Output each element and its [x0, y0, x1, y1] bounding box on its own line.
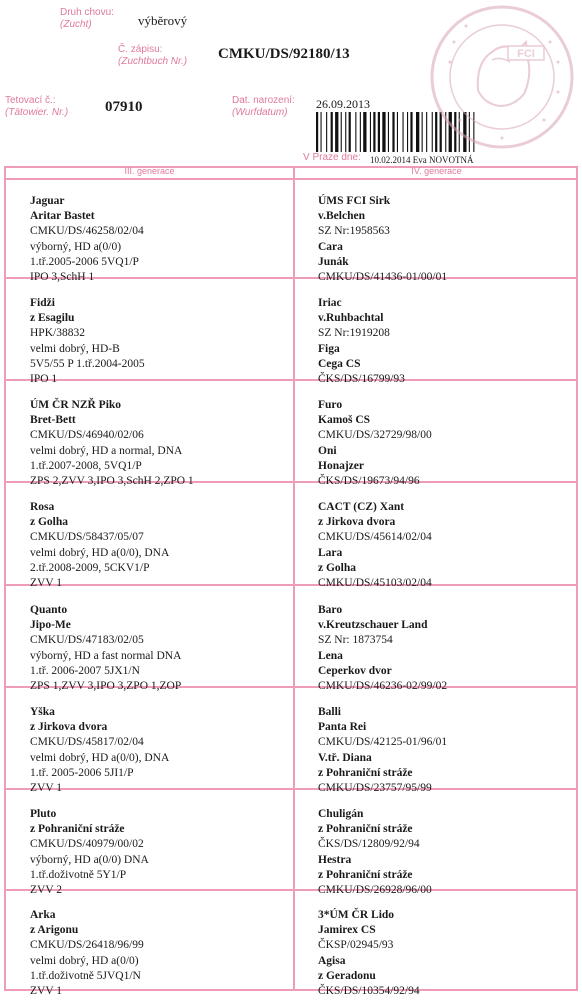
dog-name: Iriac	[318, 297, 342, 309]
praha-value: 10.02.2014 Eva NOVOTNÁ	[370, 155, 474, 165]
dog-name: V.tř. Diana	[318, 751, 372, 764]
dog-detail: výborný, HD a(0/0)	[30, 240, 122, 253]
pedigree-cell-left	[30, 296, 145, 387]
barcode-bar	[321, 112, 322, 152]
dog-name: z Esagilu	[30, 312, 75, 325]
dog-name: z Pohraniční stráže	[30, 823, 125, 836]
dog-detail: velmi dobrý, HD-B	[30, 342, 120, 355]
dog-detail: 1.tř.2005-2006 5VQ1/P	[30, 255, 139, 268]
dog-name: Figa	[318, 342, 340, 355]
grid-line	[4, 178, 578, 180]
dog-detail: CMKU/DS/46236-02/99/02	[318, 680, 448, 693]
dog-detail: velmi dobrý, HD a(0/0), DNA	[30, 546, 170, 559]
dog-detail: ZVV 2	[30, 884, 63, 897]
dog-detail: ZVV 1	[30, 577, 63, 590]
dog-detail: CMKU/DS/40979/00/02	[30, 838, 144, 851]
dog-detail: CMKU/DS/58437/05/07	[30, 531, 144, 544]
dog-name: Panta Rei	[318, 721, 367, 734]
dog-detail: SZ Nr:1958563	[318, 225, 390, 238]
dog-detail: CMKU/DS/45103/02/04	[318, 577, 432, 590]
stamp-text: FCI	[517, 48, 535, 60]
pedigree-cell-left	[30, 500, 169, 591]
barcode-bar	[403, 112, 404, 152]
barcode-bar	[355, 112, 356, 152]
barcode-bar	[326, 112, 327, 152]
barcode-bar	[378, 112, 380, 152]
dog-name: Jipo-Me	[30, 619, 71, 632]
druh-label-cz: Druh chovu:	[60, 7, 114, 18]
dog-name: v.Kreutzschauer Land	[318, 619, 428, 632]
dog-detail: výborný, HD a(0/0) DNA	[30, 853, 149, 866]
dog-detail: CMKU/DS/46258/02/04	[30, 225, 144, 238]
dog-name: Hestra	[318, 853, 352, 866]
dog-detail: 1.tř. 2005-2006 5JI1/P	[30, 766, 134, 779]
pedigree-cell-right	[318, 807, 432, 898]
dog-detail: výborný, HD a fast normal DNA	[30, 649, 182, 662]
dog-name: Balli	[318, 706, 342, 718]
dog-detail: SZ Nr:1919208	[318, 327, 390, 340]
dog-name: z Geradonu	[318, 969, 376, 982]
dog-name: Jamirex CS	[318, 924, 376, 937]
dog-detail: CMKU/DS/42125-01/96/01	[318, 736, 448, 749]
dog-name: z Pohraniční stráže	[318, 823, 413, 836]
dog-detail: SZ Nr: 1873754	[318, 634, 393, 647]
dog-detail: HPK/38832	[30, 327, 85, 340]
dog-name: Rosa	[30, 501, 55, 513]
dog-detail: CMKU/DS/45817/02/04	[30, 736, 144, 749]
pedigree-cell-right	[318, 705, 447, 796]
dog-detail: CMKU/DS/26928/96/00	[318, 884, 432, 897]
dog-name: Honajzer	[318, 459, 364, 472]
druh-label-de: (Zucht)	[60, 19, 92, 30]
pedigree-cell-left	[30, 908, 144, 999]
dog-detail: 1.tř.doživotně 5Y1/P	[30, 868, 127, 881]
zapis-value: CMKU/DS/92180/13	[218, 46, 350, 62]
dog-name: Yška	[30, 706, 55, 718]
barcode-bar	[373, 112, 375, 152]
grid-line	[576, 166, 578, 991]
dog-name: ÚMS FCI Sirk	[318, 195, 391, 207]
dog-name: Arka	[30, 909, 56, 921]
dog-detail: 5V5/55 P 1.tř.2004-2005	[30, 357, 145, 370]
dog-detail: 2.tř.2008-2009, 5CKV1/P	[30, 561, 150, 574]
tetovaci-label	[5, 95, 68, 119]
dog-name: v.Ruhbachtal	[318, 312, 384, 325]
dog-detail: CMKU/DS/23757/95/99	[318, 782, 432, 795]
fci-stamp	[420, 2, 580, 152]
barcode-bar	[349, 112, 351, 152]
dog-detail: velmi dobrý, HD a(0/0)	[30, 954, 139, 967]
zapis-label-cz: Č. zápisu:	[118, 44, 163, 55]
barcode-bar	[316, 112, 318, 152]
narozeni-label-de: (Wurfdatum)	[232, 107, 288, 118]
dog-name: ÚM ČR NZŘ Piko	[30, 399, 122, 411]
dog-detail: 1.tř. 2006-2007 5JX1/N	[30, 664, 140, 677]
barcode-bar	[335, 112, 338, 152]
barcode-bar	[370, 112, 371, 152]
dog-name: v.Belchen	[318, 210, 365, 223]
dog-name: Quanto	[30, 604, 68, 616]
dog-detail: ZPS 1,ZVV 3,IPO 3,ZPO 1,ZOP	[30, 680, 182, 693]
barcode-bar	[397, 112, 398, 152]
tetovaci-value: 07910	[105, 99, 143, 115]
dog-name: Kamoš CS	[318, 414, 371, 427]
tetovaci-label-cz: Tetovací č.:	[5, 95, 56, 106]
dog-name: Jaguar	[30, 195, 65, 207]
pedigree-cell-right	[318, 908, 420, 999]
barcode-bar	[392, 112, 394, 152]
dog-detail: ČKSP/02945/93	[318, 939, 394, 952]
tetovaci-label-de: (Tätowier. Nr.)	[5, 107, 69, 118]
dog-detail: CMKU/DS/47183/02/05	[30, 634, 144, 647]
dog-name: z Golha	[30, 516, 69, 529]
dog-detail: ČKS/DS/19673/94/96	[318, 475, 420, 488]
dog-detail: CMKU/DS/26418/96/99	[30, 939, 144, 952]
druh-label	[60, 7, 114, 31]
dog-detail: ZVV 1	[30, 782, 63, 795]
dog-name: Lara	[318, 546, 343, 559]
dog-name: 3*ÚM ČR Lido	[318, 909, 395, 921]
barcode-bar	[407, 112, 408, 152]
pedigree-cell-right	[318, 398, 432, 489]
pedigree-cell-right	[318, 603, 447, 694]
dog-detail: ČKS/DS/16799/93	[318, 373, 405, 386]
barcode-bar	[331, 112, 333, 152]
dog-detail: ZVV 1	[30, 985, 63, 998]
pedigree-cell-left	[30, 603, 181, 694]
dog-name: z Jirkova dvora	[318, 516, 396, 529]
dog-name: z Pohraniční stráže	[318, 868, 413, 881]
generation-3-header: III. generace	[124, 166, 175, 176]
pedigree-cell-right	[318, 194, 447, 285]
narozeni-label-cz: Dat. narození:	[232, 95, 295, 106]
pedigree-cell-right	[318, 500, 432, 591]
praha-label: V Praze dne:	[303, 152, 361, 163]
dog-detail: ČKS/DS/12809/92/94	[318, 838, 420, 851]
dog-name: Oni	[318, 444, 337, 457]
dog-name: Junák	[318, 255, 349, 268]
dog-detail: IPO 1	[30, 373, 58, 386]
dog-name: Ceperkov dvor	[318, 664, 392, 677]
barcode-bar	[382, 112, 385, 152]
zapis-label-de: (Zuchtbuch Nr.)	[118, 56, 188, 67]
dog-detail: CMKU/DS/46940/02/06	[30, 429, 144, 442]
dog-name: z Pohraniční stráže	[318, 766, 413, 779]
dog-name: Furo	[318, 399, 343, 411]
dog-detail: IPO 3,SchH 1	[30, 271, 95, 284]
pedigree-cell-left	[30, 194, 144, 285]
dog-name: CACT (CZ) Xant	[318, 501, 405, 513]
pedigree-cell-left	[30, 807, 149, 898]
dog-name: Aritar Bastet	[30, 210, 95, 223]
grid-line	[4, 166, 6, 991]
dog-detail: 1.tř.2007-2008, 5VQ1/P	[30, 459, 142, 472]
barcode-bar	[416, 112, 419, 152]
dog-name: z Jirkova dvora	[30, 721, 108, 734]
generation-4-header: IV. generace	[411, 166, 462, 176]
dog-detail: velmi dobrý, HD a normal, DNA	[30, 444, 183, 457]
druh-value: výběrový	[138, 13, 188, 28]
grid-line	[293, 166, 295, 991]
barcode-bar	[363, 112, 366, 152]
narozeni-value: 26.09.2013	[316, 97, 370, 111]
dog-detail: CMKU/DS/45614/02/04	[318, 531, 432, 544]
dog-name: z Golha	[318, 561, 357, 574]
barcode-bar	[360, 112, 361, 152]
dog-name: Bret-Bett	[30, 414, 76, 427]
dog-name: Cara	[318, 240, 343, 253]
dog-name: Agisa	[318, 954, 346, 967]
dog-name: Cega CS	[318, 357, 361, 370]
dog-detail: velmi dobrý, HD a(0/0), DNA	[30, 751, 170, 764]
dog-name: Fidži	[30, 297, 55, 309]
dog-name: Lena	[318, 649, 343, 662]
pedigree-cell-left	[30, 398, 194, 489]
dog-name: Baro	[318, 604, 343, 616]
dog-detail: ZPS 2,ZVV 3,IPO 3,SchH 2,ZPO 1	[30, 475, 194, 488]
pedigree-cell-left	[30, 705, 169, 796]
dog-detail: CMKU/DS/41436-01/00/01	[318, 271, 448, 284]
zapis-label	[118, 44, 187, 68]
barcode-bar	[345, 112, 346, 152]
narozeni-label	[232, 95, 295, 119]
pedigree-cell-right	[318, 296, 405, 387]
dog-name: Pluto	[30, 808, 57, 820]
dog-name: z Arigonu	[30, 924, 79, 937]
barcode-bar	[410, 112, 412, 152]
dog-detail: 1.tř.doživotně 5JVQ1/N	[30, 969, 141, 982]
barcode-bar	[388, 112, 389, 152]
dog-name: Chuligán	[318, 808, 364, 820]
dog-detail: ČKS/DS/10354/92/94	[318, 985, 420, 998]
barcode-bar	[341, 112, 342, 152]
dog-detail: CMKU/DS/32729/98/00	[318, 429, 432, 442]
